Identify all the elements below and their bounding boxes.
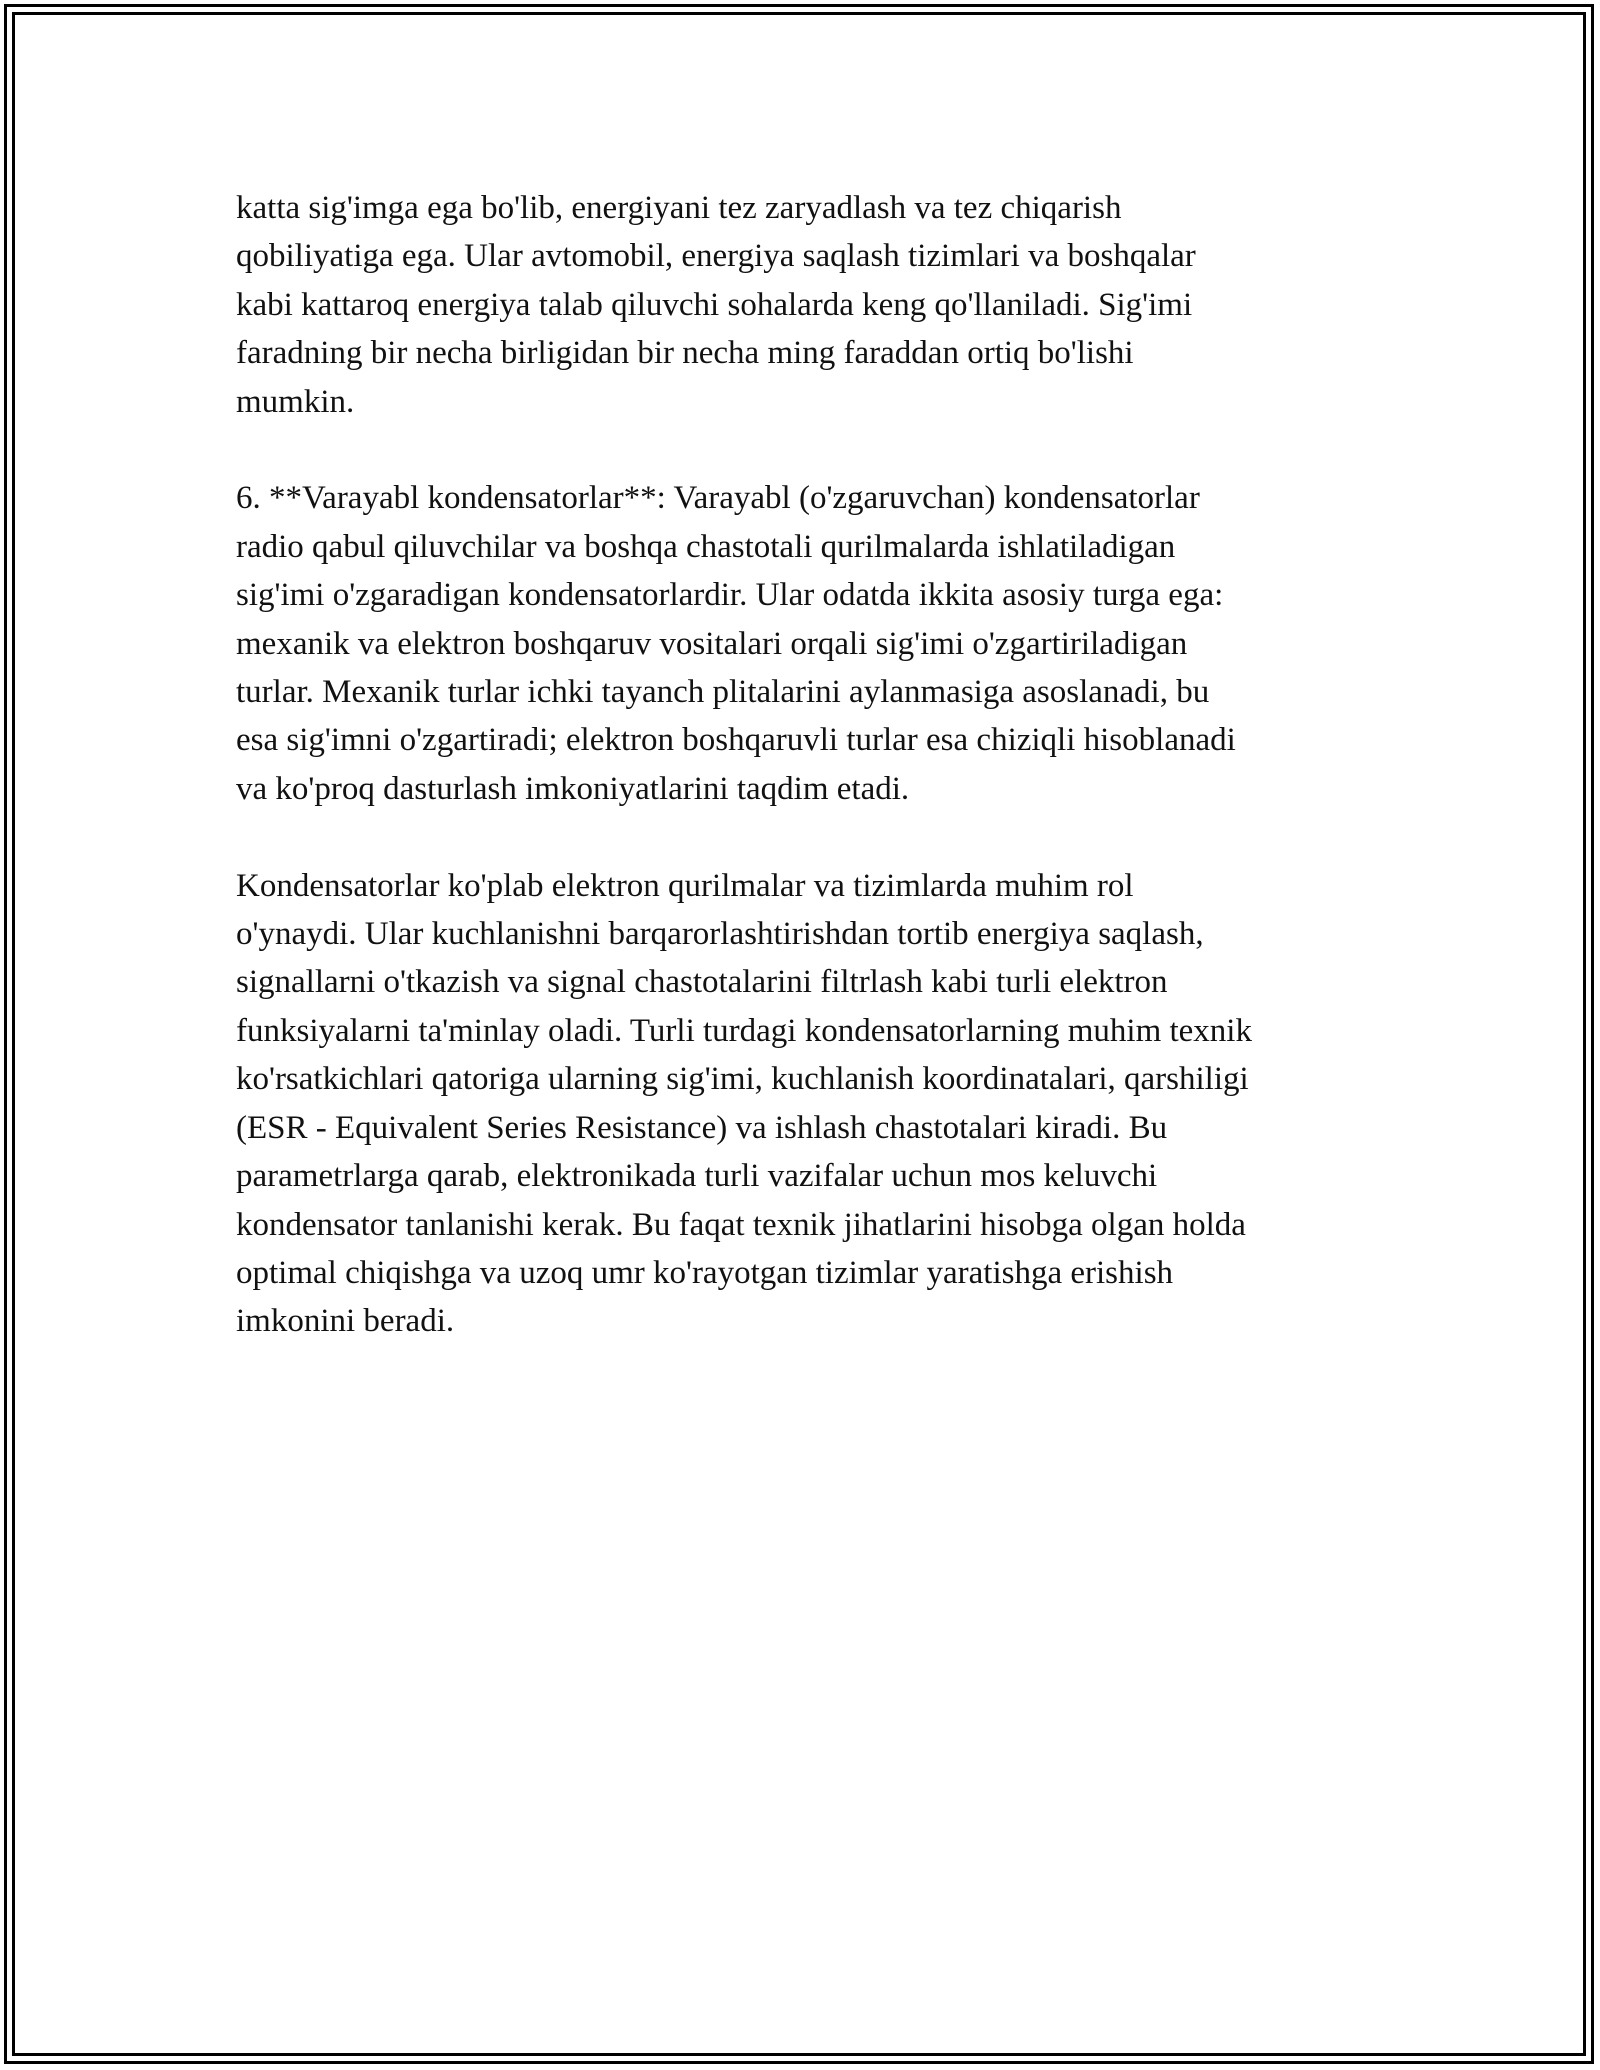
paragraph-conclusion: Kondensatorlar ko'plab elektron qurilmalar va tizimlarda muhim rol o'ynaydi. Ular kuchlanishni barqarorlashtirishdan tortib energiya saqlash, signallarni o'tkazish va signal chastotalarini filtrlash kabi turli elektron funksiyalarni ta'minlay oladi. Turli turdagi kondensatorlarning muhim texnik ko'rsatkichlari qatoriga ularning sig'imi, kuchlanish koordinatalari, qarshiligi (ESR - Equivalent Series Resistance) va ishlash chastotalari kiradi. Bu parametrlarga qarab, elektronikada turli vazifalar uchun mos keluvchi kondensator tanlanishi kerak. Bu faqat texnik jihatlarini hisobga olgan holda optimal chiqishga va uzoq umr ko'rayotgan tizimlar yaratishga erishish imkonini beradi. (236, 867, 1252, 1340)
document-body (236, 184, 1376, 1394)
paragraph-supercapacitor-continuation: katta sig'imga ega bo'lib, energiyani tez zaryadlash va tez chiqarish qobiliyatiga ega. Ular avtomobil, energiya saqlash tizimlari va boshqalar kabi kattaroq energiya talab qiluvchi sohalarda keng qo'llaniladi. Sig'imi faradning bir necha birligidan bir necha ming faraddan ortiq bo'lishi mumkin. (236, 190, 1196, 420)
paragraph-variable-capacitors: 6. **Varayabl kondensatorlar**: Varayabl (o'zgaruvchan) kondensatorlar radio qabul qiluvchilar va boshqa chastotali qurilmalarda ishlatiladigan sig'imi o'zgaradigan kondensatorlardir. Ular odatda ikkita asosiy turga ega: mexanik va elektron boshqaruv vositalari orqali sig'imi o'zgartiriladigan turlar. Mexanik turlar ichki tayanch plitalarini aylanmasiga asoslanadi, bu esa sig'imni o'zgartiradi; elektron boshqaruvli turlar esa chiziqli hisoblanadi va ko'proq dasturlash imkoniyatlarini taqdim etadi. (236, 480, 1236, 807)
